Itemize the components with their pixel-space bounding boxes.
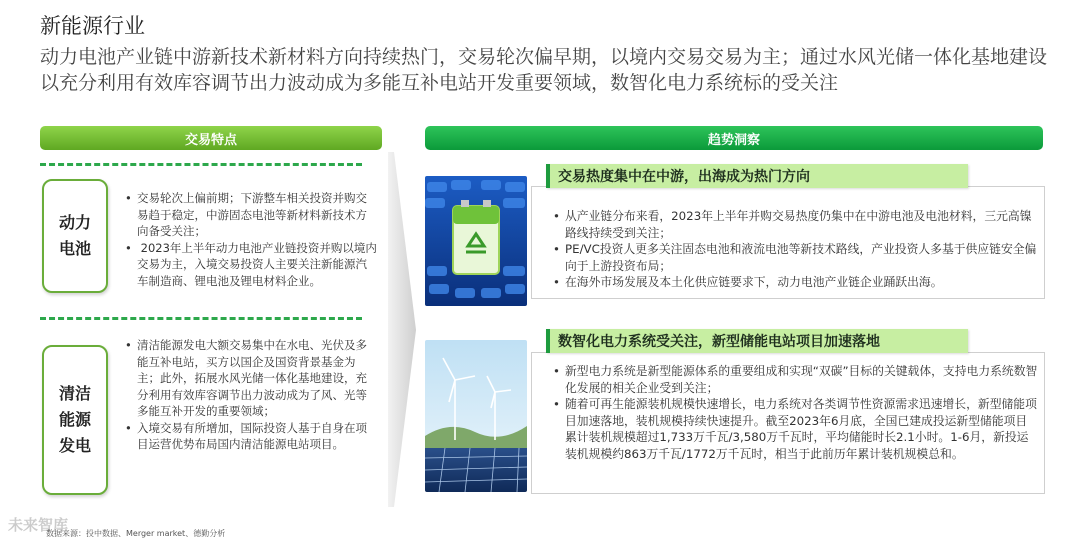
list-item: • 入境交易有所增加，国际投资人基于自身在项目运营优势布局国内清洁能源电站项目。 [125, 420, 377, 453]
divider [40, 317, 362, 320]
list-item: • 2023年上半年动力电池产业链投资并购以境内交易为主，入境交易投资人主要关注新能源汽车制造商、锂电池及锂电材料企业。 [125, 240, 377, 290]
list-item: • 清洁能源发电大额交易集中在水电、光伏及多能互补电站，买方以国企及国资背景基金为主；此外，拓展水风光储一体化基地建设，充分利用有效库容调节出力波动成为了风、光等多能互补开发的重要领域； [125, 337, 377, 420]
battery-bullets [125, 190, 377, 289]
insight-bullets [553, 208, 1038, 291]
insight-bullets [553, 363, 1038, 462]
list-item: • 随着可再生能源装机规模快速增长，电力系统对各类调节性资源需求迅速增长，新型储能项目加速落地，装机规模持续快速提升。截至2023年6月底，全国已建成投运新型储能项目累计装机规模超过1,733万千瓦/3,580万千瓦时，平均储能时长2.1小时。1-6月，新投运装机规模约863万千瓦/1772万千瓦时，相当于此前历年累计装机规模总和。 [553, 396, 1038, 462]
arrow-icon [388, 152, 418, 507]
divider [40, 163, 362, 166]
page-title: 新能源行业 [40, 14, 145, 38]
trade-features-header: 交易特点 [40, 126, 382, 150]
insight-heading: 交易热度集中在中游，出海成为热门方向 [546, 164, 968, 188]
insight-heading: 数智化电力系统受关注，新型储能电站项目加速落地 [546, 329, 968, 353]
trend-insights-header: 趋势洞察 [425, 126, 1043, 150]
clean-energy-bullets [125, 337, 377, 453]
category-clean-energy: 清洁 能源 发电 [42, 345, 108, 495]
category-battery: 动力 电池 [42, 179, 108, 293]
page-subtitle: 动力电池产业链中游新技术新材料方向持续热门，交易轮次偏早期，以境内交易交易为主；通过水风光储一体化基地建设以充分利用有效库容调节出力波动成为多能互补电站开发重要领域，数智化电力系统标的受关注 [40, 46, 1048, 94]
battery-photo [425, 176, 527, 306]
list-item: • 新型电力系统是新型能源体系的重要组成和实现“双碳”目标的关键载体，支持电力系统数智化发展的相关企业受到关注； [553, 363, 1038, 396]
wind-solar-photo [425, 340, 527, 492]
list-item: • 从产业链分布来看，2023年上半年并购交易热度仍集中在中游电池及电池材料，三元高镍路线持续受到关注； [553, 208, 1038, 241]
list-item: • PE/VC投资人更多关注固态电池和液流电池等新技术路线，产业投资人多基于供应链安全偏向于上游投资布局； [553, 241, 1038, 274]
watermark: 未来智库 [8, 516, 69, 534]
source-note: 数据来源：投中数据、Merger market、德勤分析 [46, 529, 226, 538]
list-item: • 交易轮次上偏前期；下游整车相关投资并购交易趋于稳定，中游固态电池等新材料新技术方向备受关注； [125, 190, 377, 240]
list-item: • 在海外市场发展及本土化供应链要求下，动力电池产业链企业踊跃出海。 [553, 274, 1038, 291]
